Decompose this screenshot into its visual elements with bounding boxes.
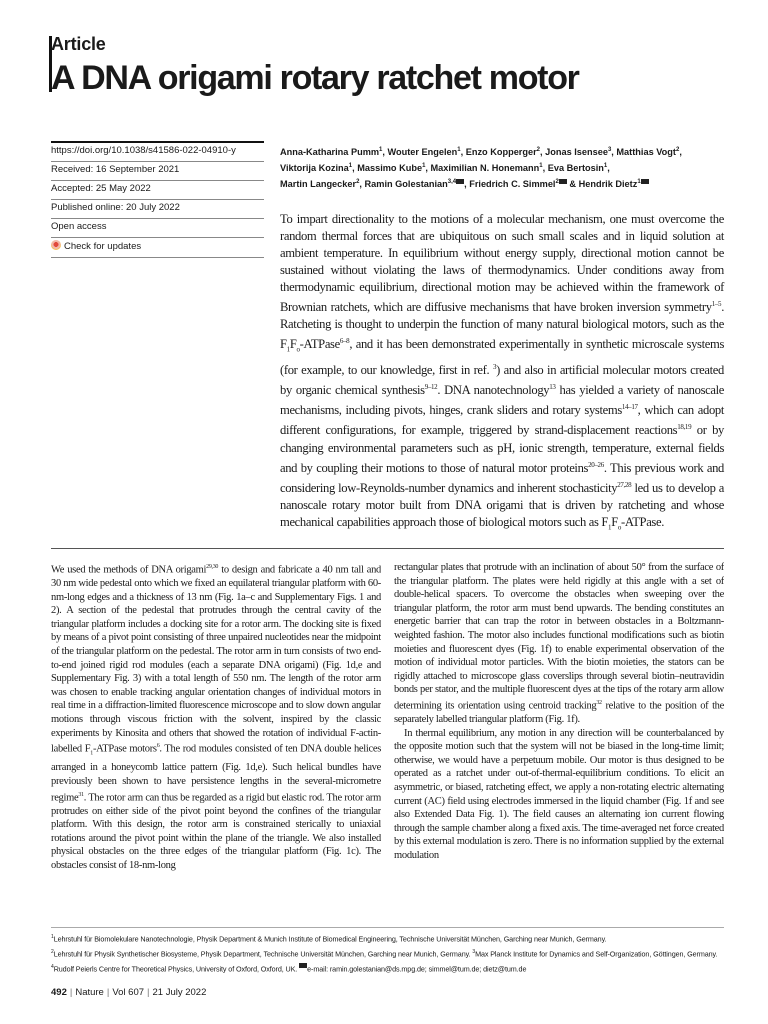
author-name: Martin Langecker [280, 179, 357, 190]
check-updates-label: Check for updates [64, 241, 142, 252]
author-name: Enzo Kopperger [465, 147, 537, 158]
author-name: Viktorija Kozina [280, 163, 349, 174]
author-name: Massimo Kube [357, 163, 423, 174]
open-access-label: Open access [51, 218, 264, 237]
author-name: Wouter Engelen [387, 147, 458, 158]
affiliations: $^1$Lehrstuhl für Biomolekulare Nanotechnologie, Physik Department & Munich Institute of Biomedical Engineering, Technische Universität München, Garching near Munich, Germany. $^2$Lehrstuhl für Physik Synthetischer Biosysteme, Physik Department, Technische Universität München, Garching near Munich, Germany. $^3$Max Planck Institute for Dynamics and Self-Organization, Göttingen, Germany. $^4$Rudolf Peierls Centre for Theoretical Physics, University of Oxford, Oxford, UK. e-mail: ramin.golestanian@ds.mpg.de; simmel@tum.de; dietz@tum.de [51, 934, 718, 974]
author-name: Jonas Isensee [545, 147, 608, 158]
author-name: Matthias Vogt [616, 147, 676, 158]
journal-volume: Vol 607 [112, 987, 145, 998]
mail-icon [299, 963, 307, 968]
received-date: Received: 16 September 2021 [51, 161, 264, 180]
body-column-right [394, 561, 724, 917]
mail-icon[interactable] [456, 179, 464, 184]
check-updates-link[interactable] [51, 237, 264, 258]
check-updates-icon [51, 240, 61, 250]
section-label: Article [51, 34, 106, 54]
published-date: Published online: 20 July 2022 [51, 199, 264, 218]
body-column-left [51, 561, 381, 917]
author-list: Anna-Katharina Pumm$^1$, Wouter Engelen$^1$, Enzo Kopperger$^2$, Jonas Isensee$^3$, Matthias Vogt$^2$, Viktorija Kozina$^1$, Massimo Kube$^1$, Maximilian N. Honemann$^1$, Eva Bertosin$^1$, Martin Langecker$^2$, Ramin Golestanian$^{3,4}$ , Friedrich C. Simmel$^2$ & Hendrik Dietz$^1$ [280, 147, 682, 190]
abstract: To impart directionality to the motions of a molecular mechanism, one must overcome the random thermal forces that are ubiquitous on such small scales and in liquid solution at ambient temperature. In equilibrium without energy supply, directional motion cannot be sustained without violating the laws of thermodynamics. Under conditions away from thermodynamic equilibrium, directional motion may be achieved within the framework of Brownian ratchets, which are diffusive mechanisms that have broken inversion symmetry$^{1-5}$. Ratcheting is thought to underpin the function of many natural biological motors, such as the $F_1F_o-ATPase^{6-8}$, and it has been demonstrated experimentally in synthetic microscale systems (for example, to our knowledge, first in ref. $^3$) and also in artificial molecular motors created by organic chemical synthesis$^{9-12}$. DNA nanotechnology$^{13}$ has yielded a variety of nanoscale mechanisms, including pivots, hinges, crank sliders and rotary systems$^{14-17}$, which can adopt different configurations, for example, triggered by strand-displacement reactions$^{18,19}$ or by changing environmental parameters such as pH, ionic strength, temperature, external fields and by coupling their motions to those of natural motor proteins$^{20-26}$. This previous work and considering low-Reynolds-number dynamics and inherent stochasticity$^{27,28}$ led us to develop a nanoscale rotary motor built from DNA origami that is driven by ratcheting and whose mechanical capabilities approach those of biological motors such as $F_1F_o$-ATPase. [280, 212, 725, 532]
author-name: Ramin Golestanian [364, 179, 448, 190]
mail-icon[interactable] [559, 179, 567, 184]
author-name: Hendrik Dietz [578, 179, 638, 190]
section-divider [51, 548, 724, 549]
article-title: A DNA origami rotary ratchet motor [51, 59, 579, 97]
email-addresses[interactable]: e-mail: ramin.golestanian@ds.mpg.de; simmel@tum.de; dietz@tum.de [307, 964, 527, 974]
author-name: Eva Bertosin [547, 163, 604, 174]
issue-date: 21 July 2022 [152, 987, 207, 998]
body-paragraph: rectangular plates that protrude with an inclination of about 50° from the surface of the triangular platform. The plates were held rigidly at this angle with a set of double-helical spacers. To overcome the obstacles when sweeping over the triangular platform, the rotor arm must bend upwards. The bending constitutes an energetic barrier that can trap the rotor in between obstacles in a Boltzmann-weighted fashion. The motor also includes functional modifications such as biotin moieties and fluorescent dyes (Fig. 1f) to enable experimental observation of the motion of individual motor particles. With the biotin moieties, the stators can be rigidly attached to microscope glass coverslips through several biotin–neutravidin bonds per stator, and the multiple fluorescent dyes at the tips of the rotary arm allow determining its orientation using centroid tracking$^{32}$ relative to the position of the separately labelled triangular platform (Fig. 1f). [394, 562, 724, 726]
article-metadata [51, 141, 264, 258]
journal-name: Nature [75, 987, 104, 998]
author-name: Maximilian N. Honemann [430, 163, 540, 174]
page-number: 492 [51, 987, 67, 998]
footnote-divider [51, 927, 724, 928]
doi-link[interactable]: https://doi.org/10.1038/s41586-022-04910-y [51, 141, 264, 161]
accepted-date: Accepted: 25 May 2022 [51, 180, 264, 199]
page-footer: 492 | Nature | Vol 607 | 21 July 2022 [51, 987, 207, 998]
mail-icon[interactable] [641, 179, 649, 184]
body-paragraph: We used the methods of DNA origami$^{29,30}$ to design and fabricate a 40 nm tall and 30 nm wide pedestal onto which we fixed an equilateral triangular platform with 60-nm-long edges and a thickness of 13 nm (Fig. 1a–c and Supplementary Figs. 1 and 2). A section of the pedestal that protrudes through the central cavity of the triangular platform includes a docking site for a rotor arm. The docking site is fixed by means of a pivot point consisting of three unpaired nucleotides near the midpoint of the triangular platform on the pedestal. The rotor arm in turn consists of two end-to-end joined rigid rod modules (each a separate DNA origami) (Fig. 1d,e and Supplementary Fig. 3) with a total length of 550 nm. The length of the rotor arm was chosen to enable tracking angular orientation changes of individual motors in real time in a diffraction-limited fluorescence microscope and to slow down angular motions through viscous friction with the solvent, inspired by the classic experiments by Kinosita and others that showed the rotation of individual F-actin-labelled $F_1$-ATPase motors$^6$. The rod modules consisted of ten DNA double helices arranged in a honeycomb lattice pattern (Fig. 1d,e). Such helical bundles have previously been shown to have persistence lengths in the several-micrometre regime$^{31}$. The rotor arm can thus be regarded as a rigid but elastic rod. The rotor arm protrudes on either side of the pivot point beyond the confines of the triangular platform. With this design, the rotor arm is constrained sterically to uniaxial rotations around the pivot point within the plane of the triangle. We also installed physical obstacles on the three edges of the triangular platform (Fig. 1c). The obstacles consist of 18-nm-long [51, 564, 381, 872]
body-paragraph: In thermal equilibrium, any motion in any direction will be counterbalanced by the opposite motion such that the system will not be biased in the long-time limit; otherwise, we would have a perpetuum mobile. Our motor is thus designed to be operated as a ratchet under out-of-thermal-equilibrium conditions. To elicit an asymmetric, or biased, ratcheting effect, we apply a non-rotating electric alternating current (AC) field using electrodes immersed in the liquid chamber (Fig. 1f and see also Extended Data Fig. 1). The field causes an alternating ion current flowing through the sample chamber along a fixed axis. The time-averaged net force created by this external modulation is zero. There is no information supplied by the external modulation [394, 727, 724, 861]
author-name: Friedrich C. Simmel [469, 179, 556, 190]
author-name: Anna-Katharina Pumm [280, 147, 380, 158]
